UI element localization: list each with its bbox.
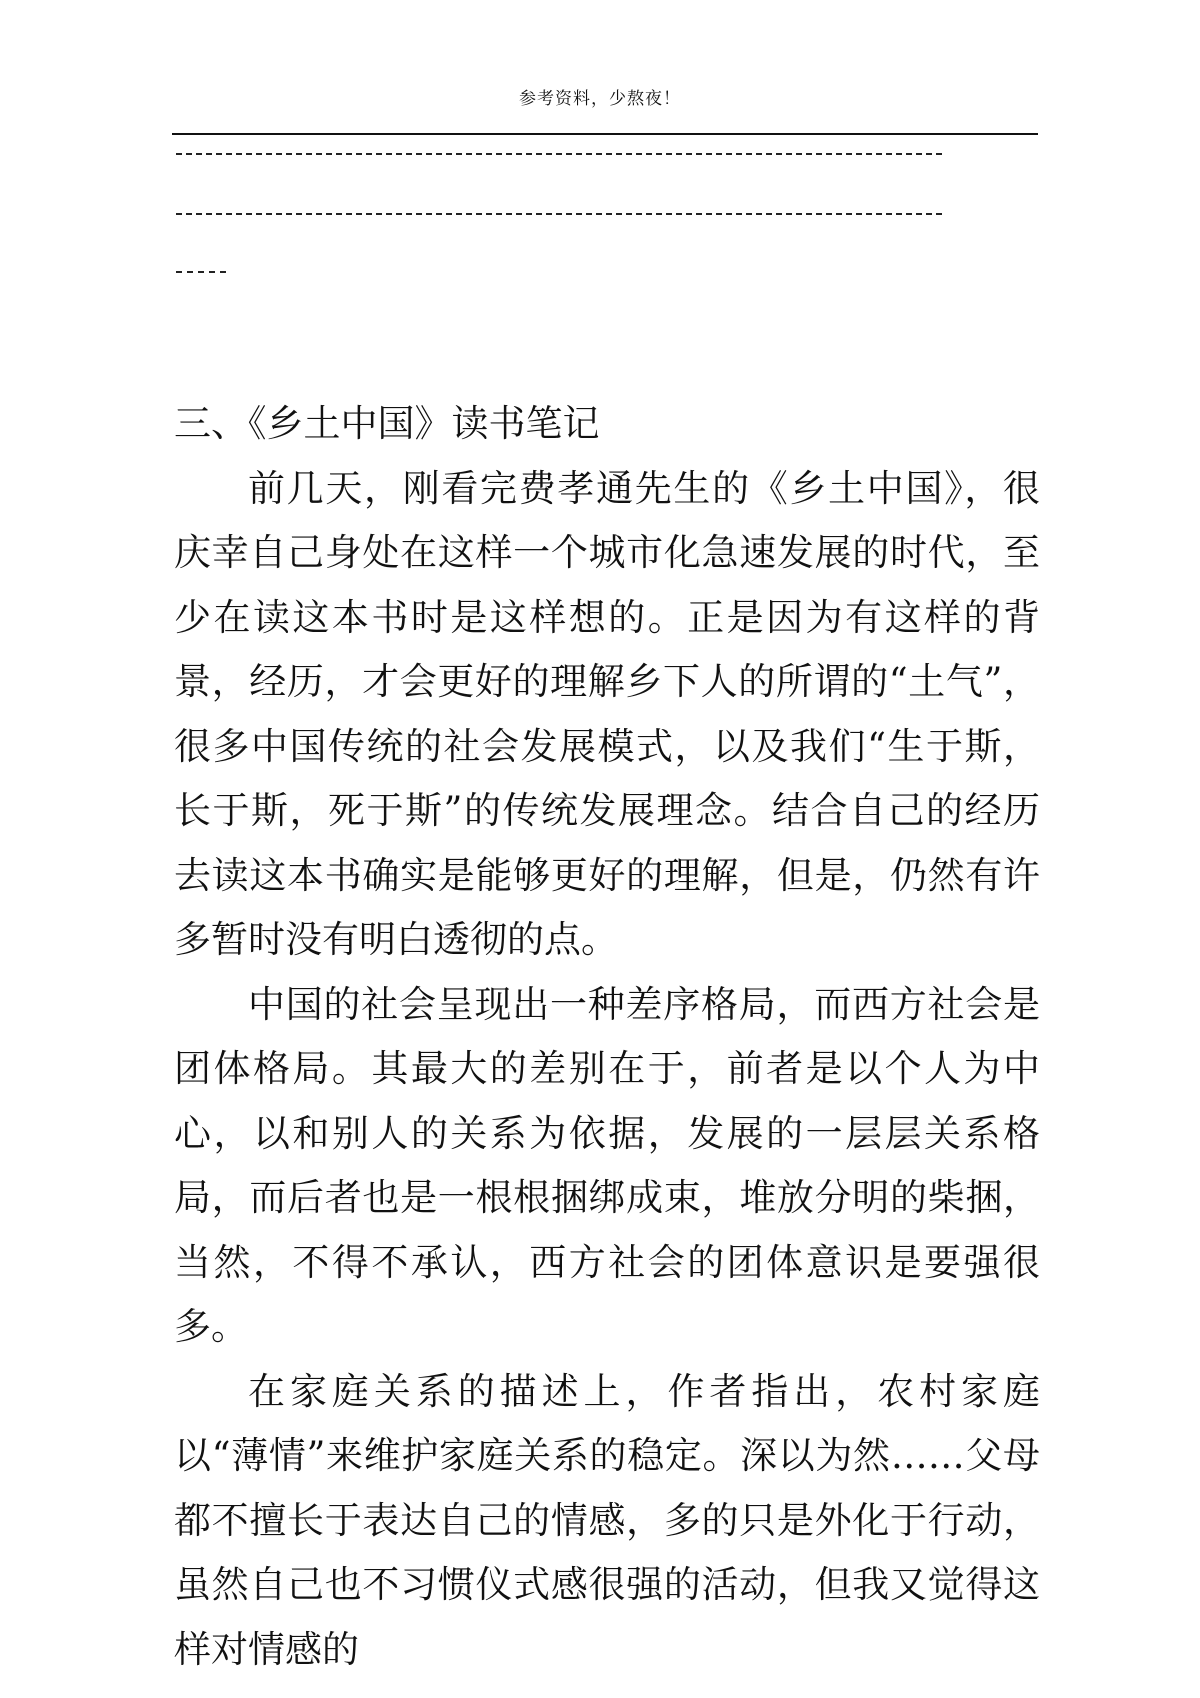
paragraph: 在家庭关系的描述上，作者指出，农村家庭以“薄情”来维护家庭关系的稳定。深以为然……父母都不擅长于表达自己的情感，多的只是外化于行动，虽然自己也不习惯仪式感很强的活动，但我又觉得这样对情感的 [174, 1369, 1040, 1671]
dash-line [176, 213, 942, 215]
header-rule [172, 133, 1038, 135]
dash-line [176, 153, 942, 155]
page-header: 参考资料，少熬夜！ [519, 89, 681, 109]
dash-line [176, 271, 226, 273]
document-body [174, 392, 1040, 1682]
section-title: 三、《乡土中国》读书笔记 [174, 402, 600, 445]
paragraph: 前几天，刚看完费孝通先生的《乡土中国》，很庆幸自己身处在这样一个城市化急速发展的时代，至少在读这本书时是这样想的。正是因为有这样的背景，经历，才会更好的理解乡下人的所谓的“土气”，很多中国传统的社会发展模式，以及我们“生于斯，长于斯，死于斯”的传统发展理念。结合自己的经历去读这本书确实是能够更好的理解，但是，仍然有许多暂时没有明白透彻的点。 [174, 466, 1040, 961]
paragraph: 中国的社会呈现出一种差序格局，而西方社会是团体格局。其最大的差别在于，前者是以个人为中心，以和别人的关系为依据，发展的一层层关系格局，而后者也是一根根捆绑成束，堆放分明的柴捆，当然，不得不承认，西方社会的团体意识是要强很多。 [174, 982, 1040, 1348]
